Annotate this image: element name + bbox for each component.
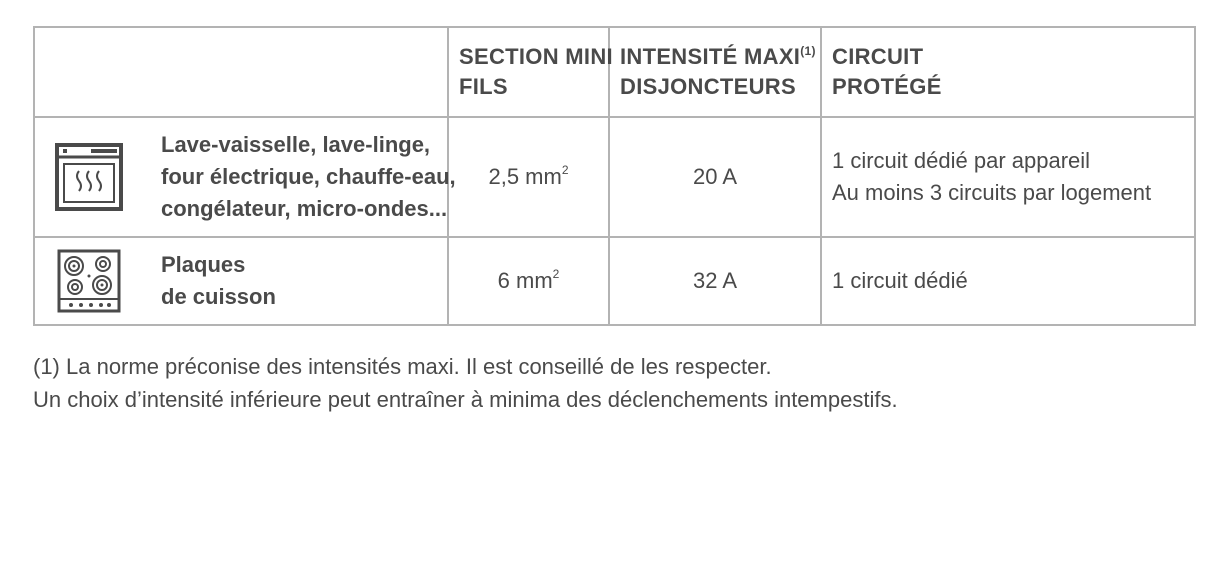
- appliance-label-line: de cuisson: [161, 284, 276, 309]
- appliance-cell: [34, 237, 448, 325]
- section-value-exponent: 2: [552, 267, 560, 281]
- circuit-value-cell: [821, 237, 1195, 325]
- appliance-label-line: four électrique, chauffe-eau,: [161, 164, 456, 189]
- header-intensity-line2: DISJONCTEURS: [620, 74, 796, 99]
- header-section-mini-fils: [448, 27, 613, 117]
- header-circuit-line2: PROTÉGÉ: [832, 74, 942, 99]
- intensity-value: 20 A: [692, 164, 738, 189]
- oven-icon-svg: [55, 143, 123, 211]
- header-intensite-maxi: [609, 27, 821, 117]
- intensity-value-cell: [609, 117, 821, 237]
- header-intensity-line1-wrap: [620, 42, 816, 72]
- footnote-line: Un choix d’intensité inférieure peut entraîner à minima des déclenchements intempestifs.: [33, 387, 898, 412]
- header-section-line1: SECTION MINI: [459, 44, 613, 69]
- section-value-exponent: 2: [561, 163, 569, 177]
- circuit-value-cell: [821, 117, 1195, 237]
- appliance-label: [161, 249, 276, 313]
- appliance-inner: [35, 247, 447, 315]
- electrical-circuit-table: [33, 26, 1196, 326]
- intensity-value: 32 A: [692, 268, 738, 293]
- appliance-cell: [34, 117, 456, 237]
- circuit-line: 1 circuit dédié par appareil: [832, 148, 1091, 173]
- header-empty-cell: [34, 27, 448, 117]
- footnote-line: (1) La norme préconise des intensités maxi. Il est conseillé de les respecter.: [33, 354, 772, 379]
- cooktop-icon-svg: [57, 249, 121, 313]
- appliance-label-line: Lave-vaisselle, lave-linge,: [161, 132, 431, 157]
- footnote: [33, 350, 898, 416]
- header-intensity-footnote-ref: (1): [800, 44, 816, 58]
- table-row: [34, 117, 1195, 237]
- appliance-inner: [35, 129, 456, 225]
- table-row: [34, 237, 1195, 325]
- header-circuit-line1: CIRCUIT: [832, 44, 924, 69]
- table-header-row: [34, 27, 1195, 117]
- section-value: 2,5 mm: [488, 164, 562, 189]
- section-value-cell: [448, 117, 609, 237]
- section-value: 6 mm: [497, 268, 553, 293]
- section-value-cell: [448, 237, 609, 325]
- circuit-line: Au moins 3 circuits par logement: [832, 180, 1152, 205]
- oven-icon: [55, 143, 123, 211]
- cooktop-icon: [55, 247, 123, 315]
- appliance-label: [161, 129, 456, 225]
- appliance-label-line: Plaques: [161, 252, 246, 277]
- header-circuit-protege: [821, 27, 1195, 117]
- header-intensity-line1: INTENSITÉ MAXI: [620, 44, 801, 69]
- appliance-label-line: congélateur, micro-ondes...: [161, 196, 448, 221]
- intensity-value-cell: [609, 237, 821, 325]
- header-section-line2: FILS: [459, 74, 508, 99]
- circuit-line: 1 circuit dédié: [832, 268, 968, 293]
